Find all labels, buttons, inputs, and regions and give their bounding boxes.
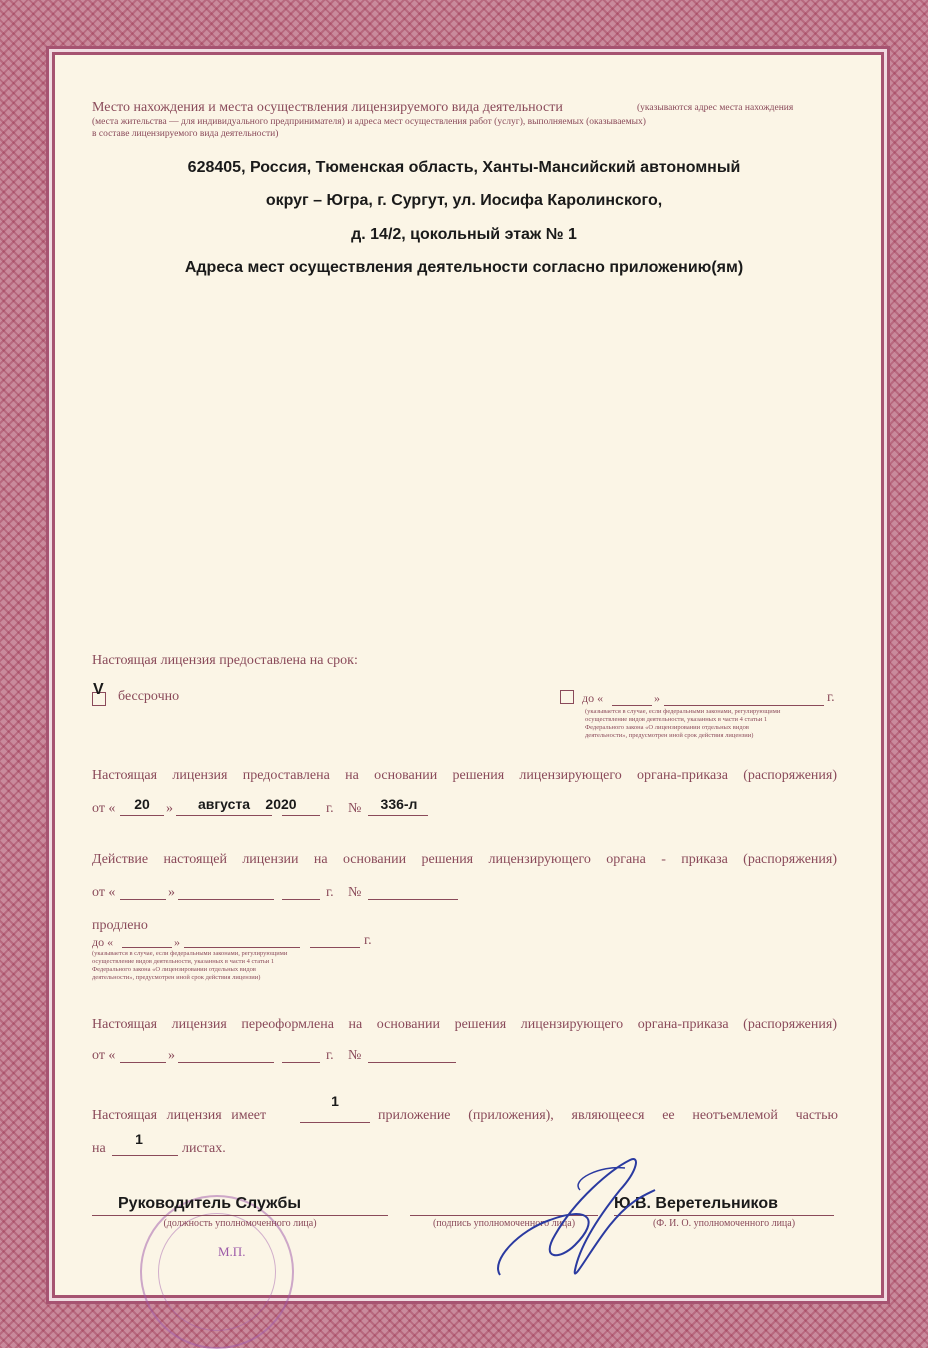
term-month-line — [664, 705, 824, 706]
term-year-suffix: г. — [827, 690, 835, 705]
until-checkbox — [560, 690, 574, 704]
signature — [480, 1150, 680, 1290]
appendix-count: 1 — [331, 1093, 339, 1109]
location-heading: Место нахождения и места осуществления лицензируемого вида деятельности — [92, 100, 563, 115]
sheets-count: 1 — [135, 1131, 143, 1147]
stamp-mark: М.П. — [218, 1244, 246, 1259]
basis-year: 2020 — [265, 796, 297, 812]
basis-label: Настоящая лицензия предоставлена на основании решения лицензирующего органа-приказа (распоряжения) — [92, 768, 837, 783]
term-until-prefix: до « — [582, 691, 604, 705]
address-line: Адреса мест осуществления деятельности согласно приложению(ям) — [184, 259, 744, 276]
address-line: д. 14/2, цокольный этаж № 1 — [351, 226, 577, 243]
signer-name: Ю.В. Веретельников — [614, 1195, 778, 1212]
address-line: 628405, Россия, Тюменская область, Ханты-Мансийский автономный — [187, 159, 741, 176]
term-indefinite: бессрочно — [118, 689, 180, 704]
location-hint: в составе лицензируемого вида деятельности) — [92, 129, 279, 139]
signer-position: Руководитель Службы — [118, 1195, 301, 1212]
reissue-label: Настоящая лицензия переоформлена на основании решения лицензирующего органа-приказа (распоряжения) — [92, 1017, 837, 1032]
appendix-prefix: Настоящая лицензия имеет — [92, 1108, 267, 1123]
caption-name: (Ф. И. О. уполномоченного лица) — [652, 1218, 796, 1229]
check-mark: V — [93, 681, 104, 698]
term-day-line — [612, 705, 652, 706]
extended-label: продлено — [92, 918, 148, 933]
appendix-suffix: приложение (приложения), являющееся ее неотъемлемой частью — [378, 1108, 838, 1123]
location-hint: (указываются адрес места нахождения — [637, 103, 794, 113]
basis-from: от « — [92, 801, 116, 816]
caption-signature: (подпись уполномоченного лица) — [432, 1218, 576, 1229]
caption-position: (должность уполномоченного лица) — [163, 1218, 317, 1229]
term-until-note: (указывается в случае, если федеральными законами, регулирующими осуществление видов деятельности, указанных в части 4 статьи 1 Федерального закона «О лицензировании отдельных видов деятельности», предусмотрен иной срок действия лицензии) — [585, 708, 781, 739]
extended-note: (указывается в случае, если федеральными законами, регулирующими осуществление видов деятельности, указанных в части 4 статьи 1 Федерального закона «О лицензировании отдельных видов деятельности», предусмотрен иной срок действия лицензии) — [92, 950, 288, 981]
action-label: Действие настоящей лицензии на основании решения лицензирующего органа - приказа (распоряжения) — [92, 852, 837, 867]
term-label: Настоящая лицензия предоставлена на срок: — [92, 653, 358, 668]
basis-number: 336-л — [380, 796, 418, 812]
location-hint: (места жительства — для индивидуального предпринимателя) и адреса мест осуществления работ (услуг), выполняемых (оказываемых) — [92, 117, 646, 127]
address-line: округ – Югра, г. Сургут, ул. Иосифа Каролинского, — [265, 192, 663, 209]
term-until-quote: » — [654, 691, 660, 705]
basis-month: августа — [197, 796, 251, 812]
basis-day: 20 — [134, 796, 150, 812]
